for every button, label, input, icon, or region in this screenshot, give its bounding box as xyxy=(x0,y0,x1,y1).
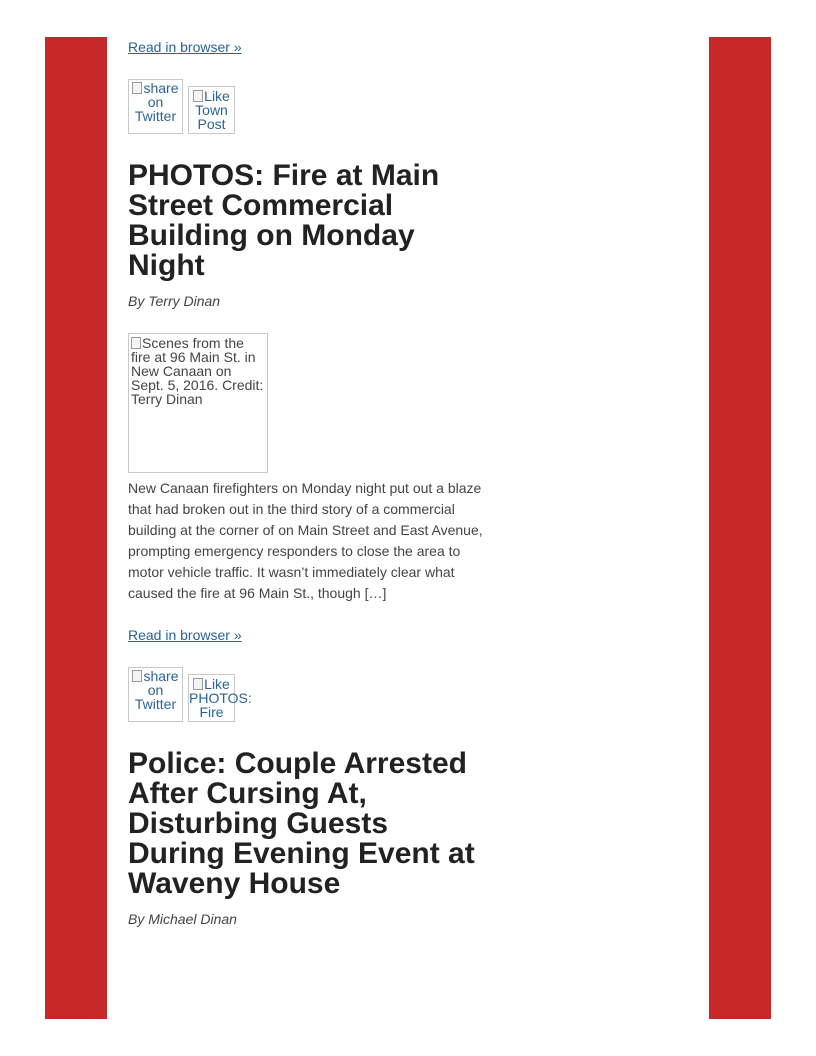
share-twitter-alt: share on Twitter xyxy=(134,668,179,712)
article-excerpt: New Canaan firefighters on Monday night put out a blaze that had broken out in the third story of a commercial building at the corner of on Main Street and East Avenue, prompting emergency responders to close the area to motor vehicle traffic. It wasn’t immediately clear what caused the fire at 96 Main St., though […] xyxy=(128,480,483,601)
broken-image-icon xyxy=(131,337,141,349)
article-headline[interactable]: PHOTOS: Fire at Main Street Commercial Building on Monday Night xyxy=(128,159,440,282)
article-byline: By Terry Dinan xyxy=(128,293,221,309)
read-in-browser-link[interactable]: Read in browser » xyxy=(128,39,242,55)
like-on-facebook-button[interactable] xyxy=(188,674,252,722)
broken-image-icon xyxy=(132,670,142,682)
broken-image-icon xyxy=(132,82,142,94)
broken-image-icon xyxy=(193,90,203,102)
like-on-facebook-button[interactable] xyxy=(188,86,235,134)
article-photo[interactable] xyxy=(128,333,268,473)
broken-image-icon xyxy=(193,678,203,690)
like-alt: Like Town Post xyxy=(195,88,230,132)
share-on-twitter-button[interactable] xyxy=(128,79,183,134)
article-headline[interactable]: Police: Couple Arrested After Cursing At, Disturbing Guests During Evening Event at Waveny House xyxy=(128,747,475,900)
read-in-browser-link[interactable]: Read in browser » xyxy=(128,627,242,643)
share-on-twitter-button[interactable] xyxy=(128,667,183,722)
photo-alt: Scenes from the fire at 96 Main St. in New Canaan on Sept. 5, 2016. Credit: Terry Dinan xyxy=(131,335,264,407)
like-alt: Like PHOTOS: Fire xyxy=(189,676,252,720)
share-twitter-alt: share on Twitter xyxy=(134,80,179,124)
left-red-border xyxy=(45,37,107,1019)
right-red-border xyxy=(709,37,771,1019)
article-byline: By Michael Dinan xyxy=(128,911,237,927)
